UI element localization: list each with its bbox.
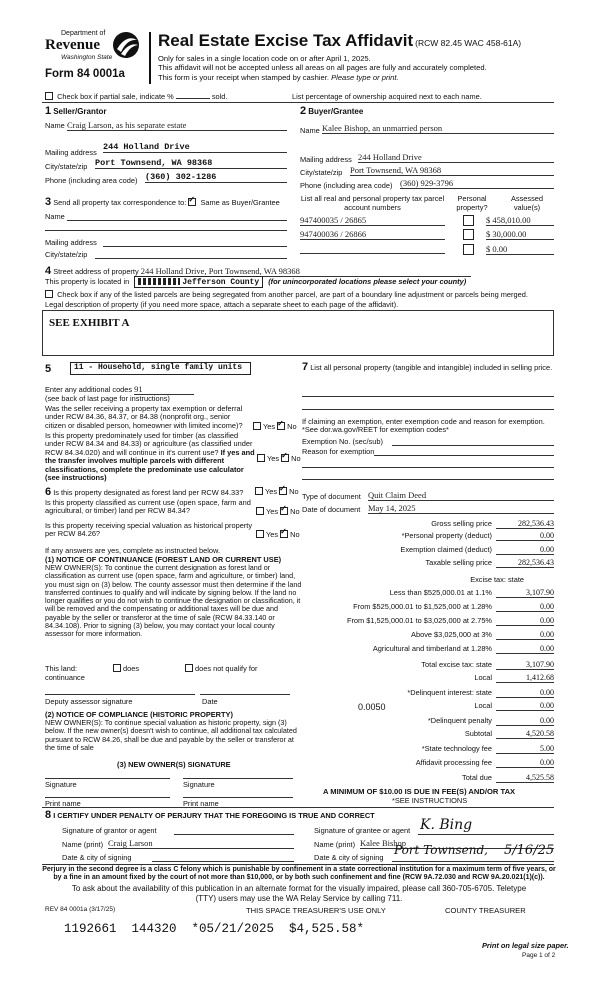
buyer-phone-label: Phone (including area code) [300, 181, 393, 190]
form-title-text: Real Estate Excise Tax Affidavit [158, 31, 414, 50]
partial-pct-field[interactable] [176, 98, 210, 99]
exemption-text: If claiming an exemption, enter exemption code and reason for exemption. *See dor.wa.gov/REET for exemption codes* [302, 417, 545, 435]
tax-row [302, 688, 554, 699]
segregated-checkbox[interactable] [45, 290, 53, 298]
cashier-stamp: 1192661 144320 *05/21/2025 $4,525.58* [64, 922, 365, 936]
tax-row [302, 744, 554, 755]
grantee-name-label: Name (print) [314, 840, 356, 849]
owner-sig-line-2[interactable] [183, 777, 293, 779]
tax-row [302, 758, 554, 769]
section-7-text: List all personal property (tangible and intangible) included in selling price. [310, 363, 553, 372]
form-number: Form 84 0001a [45, 68, 125, 80]
partial-sale-checkbox[interactable] [45, 92, 53, 100]
s3-city-field[interactable] [95, 250, 287, 259]
seller-mail-row [45, 142, 287, 157]
grantor-date-label: Date & city of signing [62, 853, 132, 862]
certify-row [45, 809, 375, 821]
parcel-number[interactable] [300, 244, 445, 254]
does-not-option [185, 664, 257, 673]
s3-city-row [45, 250, 287, 259]
doc-date-label: Date of document [302, 505, 361, 514]
s6-q1-row [45, 486, 300, 498]
tax-row-label: Exemption claimed (deduct) [400, 545, 492, 554]
partial-sale-label: Check box if partial sale, indicate % [57, 92, 174, 101]
tax-row-label: Gross selling price [431, 519, 492, 528]
s5-q1-no-checkbox[interactable] [277, 422, 285, 430]
located-row [45, 276, 466, 288]
seller-mail-field[interactable]: 244 Holland Drive [103, 142, 287, 153]
tax-row [302, 630, 554, 641]
s6-q1-yes-checkbox[interactable] [255, 487, 263, 495]
parcel-row [300, 215, 554, 226]
partial-sale-row [45, 92, 227, 101]
tax-row-label: Local [474, 673, 492, 682]
reason-line-3[interactable] [302, 479, 554, 480]
doc-date-field[interactable]: May 14, 2025 [368, 503, 554, 514]
tax-row-value[interactable]: 3,107.90 [496, 588, 554, 598]
accessibility-line-2: (TTY) users may use the WA Relay Service by calling 711. [195, 893, 403, 903]
s5-q2-yes-checkbox[interactable] [257, 454, 265, 462]
logo-revenue-text: Revenue [45, 37, 100, 53]
continuance-label: continuance [45, 673, 85, 682]
buyer-name-field[interactable]: Kalee Bishop, an unmarried person [322, 123, 554, 134]
tax-row [302, 575, 554, 586]
grantee-date-handwritten: 5/16/25 [504, 843, 555, 858]
tax-row [302, 701, 554, 712]
tax-row [302, 660, 554, 671]
personal-property-checkbox[interactable] [463, 215, 474, 226]
section-2-number: 2 [300, 105, 307, 117]
notice1-title: (1) NOTICE OF CONTINUANCE (FOREST LAND OR CURRENT USE) [45, 555, 282, 564]
legal-description-box[interactable] [42, 310, 554, 356]
tax-row-label: Subtotal [464, 729, 492, 738]
form-title [158, 31, 521, 51]
yes-label: Yes [267, 454, 280, 463]
minimum-notice: A MINIMUM OF $10.00 IS DUE IN FEE(S) AND/OR TAX [323, 787, 516, 796]
s6-q1-answers [255, 487, 299, 496]
grantor-date-row [62, 853, 294, 862]
grantor-sig-field[interactable] [174, 826, 294, 835]
parcel-number[interactable]: 947400036 / 26866 [300, 229, 445, 240]
seller-name-label: Name [45, 121, 65, 130]
grantee-sig-row [314, 817, 554, 835]
owner-print-line-1[interactable] [45, 796, 170, 798]
doc-type-field[interactable]: Quit Claim Deed [368, 490, 554, 501]
parcel-header-col1: List all real and personal property tax parcel account numbers [300, 194, 445, 212]
grantor-sig-row [62, 826, 294, 835]
parcel-row [300, 244, 554, 255]
s5-q2-text: Is this property predominately used for timber (as classified under RCW 84.34 and 84.33) or agriculture (as classified under RCW 84.34.020) and will continue in it's current use? [45, 431, 253, 457]
tax-row-label: Above $3,025,000 at 3% [411, 630, 492, 639]
buyer-mail-row [300, 152, 554, 164]
redacted-block-icon [138, 278, 180, 285]
notice3-title: (3) NEW OWNER(S) SIGNATURE [117, 760, 231, 769]
street-field[interactable]: 244 Holland Drive, Port Townsend, WA 98368 [141, 266, 471, 277]
s5-q2-answers [257, 454, 301, 463]
seller-phone-label: Phone (including area code) [45, 176, 138, 185]
doc-date-row [302, 505, 554, 514]
s3-blank-line[interactable] [45, 230, 287, 231]
personal-property-checkbox[interactable] [463, 229, 474, 240]
county-treasurer: COUNTY TREASURER [445, 906, 526, 915]
seller-city-label: City/state/zip [45, 162, 88, 171]
tax-row-value[interactable]: 0.00 [496, 616, 554, 626]
s6-q2: Is this property classified as current use (open space, farm and agricultural, or timber) land per RCW 84.34? [45, 498, 251, 516]
this-land-label: This land: [45, 664, 78, 673]
s3-city-label: City/state/zip [45, 250, 88, 259]
deputy-date-label: Date [202, 697, 218, 706]
no-label: No [287, 422, 297, 431]
tax-row [302, 716, 554, 727]
tax-row [302, 616, 554, 627]
buyer-city-field[interactable]: Port Townsend, WA 98368 [350, 165, 554, 176]
yes-label: Yes [266, 530, 279, 539]
no-label: No [290, 507, 300, 516]
tax-row-value[interactable]: 0.00 [496, 701, 554, 711]
tax-row-value[interactable]: 0.00 [496, 545, 554, 555]
same-as-buyer-checkbox[interactable] [188, 198, 196, 206]
s6-q3: Is this property receiving special valuation as historical property per RCW 84.26? [45, 521, 253, 539]
s6-q3-yes-checkbox[interactable] [256, 530, 264, 538]
no-label: No [291, 454, 301, 463]
deputy-sig-line[interactable] [45, 693, 195, 695]
s3-mail-row [45, 238, 287, 247]
header-sub3-text: This form is your receipt when stamped by cashier. [158, 72, 329, 82]
perjury-text [40, 866, 558, 883]
header-sub1: Only for sales in a single location code on or after April 1, 2025. [158, 54, 371, 63]
tax-row [302, 545, 554, 556]
grantor-date-field[interactable] [152, 853, 294, 862]
section-3-row [45, 196, 280, 208]
s3-mail-field[interactable] [103, 238, 287, 247]
tax-row [302, 558, 554, 569]
tax-row [302, 602, 554, 613]
grantee-signature-image: K. Bing [420, 817, 473, 833]
list-percentage-note: List percentage of ownership acquired next to each name. [292, 92, 482, 101]
reason-line-2[interactable] [302, 467, 554, 468]
s6-q2-answers [256, 507, 300, 516]
seller-name-row [45, 121, 287, 130]
buyer-phone-row [300, 178, 554, 190]
buyer-city-row [300, 165, 554, 177]
parcel-row [300, 229, 554, 240]
tax-row [302, 588, 554, 599]
tax-row-label: Agricultural and timberland at 1.28% [372, 644, 492, 653]
does-not-checkbox[interactable] [185, 664, 193, 672]
county-select[interactable] [134, 276, 263, 288]
legal-label: Legal description of property (if you need more space, attach a separate sheet to each page of the affidavit). [45, 300, 399, 309]
logo-state-text: Washington State [61, 54, 113, 61]
tax-row-label: From $525,000.01 to $1,525,000 at 1.28% [353, 602, 492, 611]
tax-row-label: Taxable selling price [425, 558, 492, 567]
rev-label: REV 84 0001a (3/17/25) [45, 906, 116, 913]
tax-row-label: Affidavit processing fee [415, 758, 492, 767]
additional-codes-label: Enter any additional codes [45, 385, 133, 394]
notice2-title: (2) NOTICE OF COMPLIANCE (HISTORIC PROPERTY) [45, 710, 233, 719]
s6-if-yes: If any answers are yes, complete as instructed below. [45, 546, 220, 555]
tax-row-label: *Delinquent interest: state [407, 688, 492, 697]
s5-q2 [45, 432, 255, 482]
grantor-sig-label: Signature of grantor or agent [62, 826, 157, 835]
buyer-phone-field[interactable]: (360) 929-3796 [400, 178, 554, 189]
located-label: This property is located in [45, 277, 130, 286]
tax-row [302, 773, 554, 784]
s3-name-label: Name [45, 212, 65, 221]
section-5-number: 5 [45, 363, 52, 375]
seller-city-row [45, 158, 287, 171]
does-checkbox[interactable] [113, 664, 121, 672]
grantee-date-label: Date & city of signing [314, 853, 384, 862]
personal-property-checkbox[interactable] [463, 244, 474, 255]
parcel-number[interactable]: 947400035 / 26865 [300, 215, 445, 226]
buyer-mail-field[interactable]: 244 Holland Drive [358, 152, 554, 163]
exemption-no-row [302, 437, 554, 446]
notice1-text: NEW OWNER(S): To continue the current designation as forest land or classification as current use (open space, farm and agriculture, or timber) land, you must sign on (3) below. The county assessor must then determine if the land transferred continues to qualify and will indicate by signing below. If the land no longer qualifies or you do not wish to continue the designation or classification, it will be removed and the compensating or additional taxes will be due and payable by the seller or transferor at the time of sale (RCW 84.33.140 or 84.34.108). Prior to signing (3) below, you may contact your local county assessor for more information. [45, 563, 302, 639]
tax-row-label: Local [474, 701, 492, 710]
assessed-value[interactable]: $ 30,000.00 [486, 229, 554, 240]
perjury-bold: Perjury in the second degree is a class C felony which is punishable by confinement in a state correctional institution for a maximum term of five years, or by a fine in an amount fixed by the court of not more than $10,000, or by both such confinement and fine (RCW 9A.72.030 and RCW 9A.20.021(1)(c)). [42, 866, 556, 882]
s6-q2-yes-checkbox[interactable] [256, 507, 264, 515]
exemption-no-field[interactable] [392, 437, 554, 446]
tax-row [302, 531, 554, 542]
tax-row-label: *Personal property (deduct) [401, 531, 492, 540]
buyer-heading-text: Buyer/Grantee [308, 107, 364, 116]
tax-row-value[interactable]: 1,412.68 [496, 673, 554, 683]
rule-top [42, 102, 554, 103]
s6-q1-no-checkbox[interactable] [279, 487, 287, 495]
s3-name-field[interactable] [67, 212, 287, 221]
tax-row-value[interactable]: 282,536.43 [496, 519, 554, 529]
section-6-number: 6 [45, 486, 52, 498]
tax-row-value[interactable]: 0.00 [496, 758, 554, 768]
legal-paper-note: Print on legal size paper. [482, 941, 569, 950]
section-1-number: 1 [45, 105, 52, 117]
grantee-city-handwritten: Port Townsend, [394, 843, 488, 857]
s6-q2-no-checkbox[interactable] [280, 507, 288, 515]
doc-type-row [302, 492, 554, 501]
seller-phone-field[interactable]: (360) 302-1286 [145, 172, 287, 183]
segregated-row [45, 290, 528, 299]
exemption-no-label: Exemption No. (sec/sub) [302, 437, 383, 446]
tax-row-label: *Delinquent penalty [427, 716, 492, 725]
seller-mail-label: Mailing address [45, 148, 97, 157]
s5-q2-no-checkbox[interactable] [281, 454, 289, 462]
does-not-label: does not qualify for [195, 664, 258, 673]
grantee-sig-label: Signature of grantee or agent [314, 826, 411, 835]
tax-row-value[interactable]: 5.00 [496, 744, 554, 754]
dor-logo [45, 30, 145, 86]
rule-perjury [42, 864, 554, 865]
buyer-name-label: Name [300, 126, 320, 135]
yes-label: Yes [266, 507, 279, 516]
tax-row-label: From $1,525,000.01 to $3,025,000 at 2.75% [346, 616, 492, 625]
tax-row-value[interactable]: 4,525.58 [496, 773, 554, 783]
reason-row [302, 447, 554, 456]
tax-row-value[interactable]: 0.00 [496, 630, 554, 640]
section-7-row [302, 363, 554, 372]
tax-row-value[interactable]: 0.00 [496, 716, 554, 726]
certify-text: I CERTIFY UNDER PENALTY OF PERJURY THAT THE FOREGOING IS TRUE AND CORRECT [53, 811, 375, 820]
no-label: No [290, 530, 300, 539]
additional-codes-field[interactable]: 91 [134, 384, 194, 395]
seller-phone-row [45, 172, 287, 185]
header-divider [149, 32, 151, 84]
same-as-buyer-label: Same as Buyer/Grantee [200, 198, 280, 207]
seller-city-field[interactable]: Port Townsend, WA 98368 [95, 158, 287, 169]
personal-prop-line-1[interactable] [302, 396, 554, 397]
header-sub3 [158, 73, 487, 82]
reason-field[interactable] [374, 447, 554, 456]
tax-row-value[interactable]: 4,520.58 [496, 729, 554, 739]
street-label: Street address of property [53, 267, 139, 276]
assessed-value[interactable]: $ 458,010.00 [486, 215, 554, 226]
deputy-sig-label: Deputy assessor signature [45, 697, 133, 706]
partial-sold-label: sold. [211, 92, 228, 101]
section-3-label: Send all property tax correspondence to: [53, 198, 187, 207]
yes-label: Yes [263, 422, 276, 431]
tax-row-value[interactable]: 0.00 [496, 602, 554, 612]
reason-label: Reason for exemption [302, 447, 375, 456]
s5-q1-yes-checkbox[interactable] [253, 422, 261, 430]
tax-row-value[interactable]: 3,107.90 [496, 660, 554, 670]
tax-row-value[interactable]: 0.00 [496, 531, 554, 541]
s5-q2-bold: If yes and the transfer involves multiple parcels with different classifications, complete the predominate use calculator (see instructions) [45, 447, 255, 483]
tax-row-label: Less than $525,000.01 at 1.1% [389, 588, 492, 597]
accessibility-line-1: To ask about the availability of this publication in an alternate format for the visually impaired, please call 360-705-6705. Teletype [71, 884, 527, 893]
logo-dept-text: Department of [61, 30, 106, 37]
doc-type-label: Type of document [302, 492, 361, 501]
tax-row-label: Excise tax: state [470, 575, 524, 584]
tax-row-label: Total due [462, 773, 492, 782]
owner-print-line-2[interactable] [183, 796, 293, 798]
header-sub3-italic: Please type or print. [331, 72, 399, 82]
owner-sig-line-1[interactable] [45, 777, 170, 779]
does-option [113, 664, 139, 673]
section-8-number: 8 [45, 809, 52, 821]
use-code-select[interactable]: 11 - Household, single family units [70, 362, 251, 375]
tax-row [302, 673, 554, 684]
s3-name-row [45, 212, 287, 221]
local-rate: 0.0050 [358, 702, 386, 712]
tax-row [302, 519, 554, 530]
this-land-row [45, 664, 300, 684]
accessibility-text [40, 884, 558, 903]
see-instructions: *SEE INSTRUCTIONS [392, 796, 468, 805]
dor-swoosh-icon [111, 30, 141, 60]
grantor-name-row [62, 840, 294, 849]
tax-row-value[interactable]: 282,536.43 [496, 558, 554, 568]
section-7-number: 7 [302, 361, 309, 373]
form-rcw: (RCW 82.45 WAC 458-61A) [415, 38, 522, 48]
rule-8 [42, 807, 554, 808]
parcel-header-col3: Assessed value(s) [510, 194, 544, 212]
grantor-name-field[interactable]: Craig Larson [108, 838, 294, 849]
s5-q1: Was the seller receiving a property tax exemption or deferral under RCW 84.36, 84.37, or 84.38 (nonprofit org., senior citizen or disabled person, homeowner with limited income)? [45, 404, 243, 430]
header-subtext [158, 54, 487, 82]
grantor-name-label: Name (print) [62, 840, 104, 849]
notice2-text: NEW OWNER(S): To continue special valuation as historic property, sign (3) below. If the new owner(s) doesn't wish to continue, all additional tax calculated pursuant to RCW 84.26, shall be due and payable by the seller or transferor at the time of sale [45, 718, 297, 752]
buyer-name-row [300, 123, 554, 135]
parcel-header-col2: Personal property? [456, 194, 488, 212]
no-label: No [289, 487, 299, 496]
located-note: (for unincorporated locations please select your county) [268, 277, 467, 286]
does-label: does [123, 664, 140, 673]
buyer-heading [300, 105, 363, 117]
tax-row-value[interactable]: 0.00 [496, 644, 554, 654]
signature-label: Signature [45, 780, 77, 789]
seller-heading-text: Seller/Grantor [53, 107, 107, 116]
buyer-city-label: City/state/zip [300, 168, 343, 177]
seller-heading [45, 105, 107, 117]
section-4-number: 4 [45, 265, 52, 277]
buyer-mail-label: Mailing address [300, 155, 352, 164]
s3-mail-label: Mailing address [45, 238, 97, 247]
header-sub2: This affidavit will not be accepted unless all areas on all pages are fully and accurately completed. [158, 63, 487, 73]
seller-name-field[interactable]: Craig Larson, as his separate estate [67, 120, 287, 131]
treasurer-use: THIS SPACE TREASURER'S USE ONLY [246, 906, 386, 915]
print-name-label: Print name [183, 799, 219, 808]
s6-q3-answers [256, 530, 300, 539]
assessed-value[interactable]: $ 0.00 [486, 244, 554, 255]
yes-label: Yes [265, 487, 278, 496]
grantee-name-field[interactable]: Kalee Bishop [360, 838, 554, 849]
tax-row [302, 644, 554, 655]
tax-row-label: *State technology fee [421, 744, 492, 753]
s6-q3-no-checkbox[interactable] [280, 530, 288, 538]
legal-description-text: SEE EXHIBIT A [49, 317, 130, 329]
section-3-number: 3 [45, 196, 52, 208]
signature-label: Signature [183, 780, 215, 789]
tax-row-value[interactable]: 0.00 [496, 688, 554, 698]
see-back-note: (see back of last page for instructions) [45, 394, 170, 403]
personal-prop-line-2[interactable] [302, 409, 554, 410]
s5-q1-answers [253, 422, 297, 431]
county-value: Jefferson County [182, 278, 260, 287]
tax-row [302, 729, 554, 740]
segregated-label: Check box if any of the listed parcels are being segregated from another parcel, are part of a boundary line adjustment or parcels being merged. [57, 290, 528, 299]
print-name-label: Print name [45, 799, 81, 808]
page-number: Page 1 of 2 [522, 952, 556, 959]
tax-row-label: Total excise tax: state [421, 660, 492, 669]
s6-q1-text: Is this property designated as forest land per RCW 84.33? [53, 488, 244, 497]
deputy-date-line[interactable] [200, 693, 290, 695]
